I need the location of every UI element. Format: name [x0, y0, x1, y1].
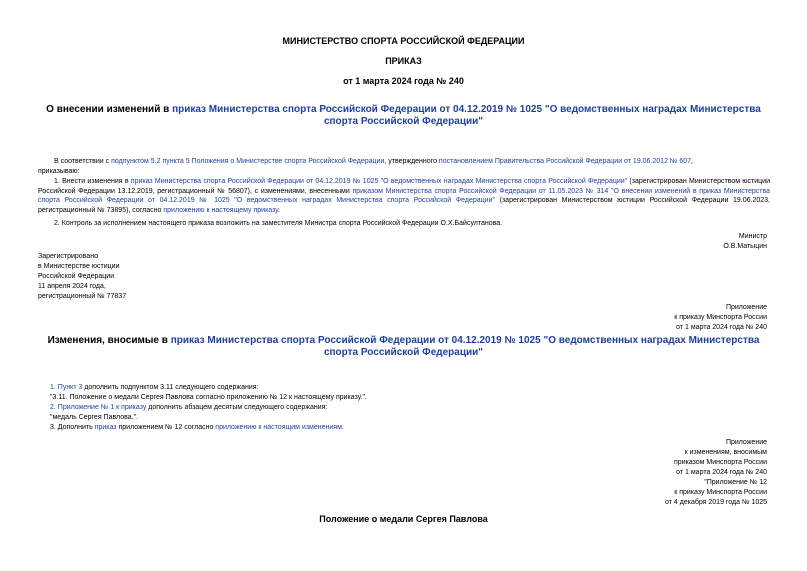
change-2-link[interactable]: 2. Приложение № 1 к приказу [50, 404, 147, 411]
change-2-text: дополнить абзацем десятым следующего содержания: [146, 404, 328, 411]
preamble-text-3: , [691, 158, 693, 165]
appendix-note-line: от 1 марта 2024 года № 240 [676, 324, 767, 331]
item-1-text-3: (зарегистрирован Министерством юстиции Российской Федерации 19.06.2023, регистрационный № 73895), согласно [38, 197, 770, 214]
changes-list [50, 383, 770, 433]
appendix-note [674, 303, 767, 333]
appendix-note-line: Приложение [725, 304, 767, 311]
registration-line: 11 апреля 2024 года, [38, 283, 106, 290]
change-3-text-2: приложением № 12 согласно [116, 424, 216, 431]
registration-line: в Министерстве юстиции [38, 263, 120, 270]
appendix-note-line: к приказу Минспорта России [674, 314, 767, 321]
registration-line: Российской Федерации [38, 273, 115, 280]
item-1-paragraph [38, 177, 770, 215]
order-title-prefix: О внесении изменений в [46, 104, 173, 115]
final-title: Положение о медали Сергея Павлова [319, 514, 488, 524]
change-item-2 [50, 403, 770, 413]
ministry-heading: МИНИСТЕРСТВО СПОРТА РОССИЙСКОЙ ФЕДЕРАЦИИ [282, 36, 525, 46]
appendix2-note-line: к приказу Минспорта России [674, 489, 767, 496]
preamble-link-1[interactable]: подпунктом 5.2 пункта 5 Положения о Министерстве спорта Российской Федерации [111, 158, 385, 165]
change-item-1 [50, 383, 770, 393]
changes-title [30, 335, 777, 359]
item-1-link-1[interactable]: приказ Министерства спорта Российской Федерации от 04.12.2019 № 1025 "О ведомственных наградах Министерства спорта Российской Федерации" [130, 178, 628, 185]
appendix2-note-line: к изменениям, вносимым [684, 449, 767, 456]
changes-title-link[interactable]: приказ Министерства спорта Российской Федерации от 04.12.2019 № 1025 "О ведомственных наградах Министерства спорта Российской Федерации" [170, 335, 760, 358]
signature-block [723, 232, 767, 252]
preamble-link-2[interactable]: постановлением Правительства Российской Федерации от 19.06.2012 № 607 [438, 158, 692, 165]
item-1-link-3[interactable]: приложению к настоящему приказу [163, 206, 279, 214]
preamble-order-word: приказываю: [38, 168, 80, 175]
registration-block [38, 252, 126, 302]
change-3-text-1: 3. Дополнить [50, 424, 95, 431]
appendix2-note-line: от 4 декабря 2019 года № 1025 [665, 499, 767, 506]
change-3-text-3: . [341, 424, 344, 431]
change-1-text: дополнить подпунктом 3.11 следующего содержания: [82, 384, 259, 391]
change-item-3 [50, 423, 770, 433]
item-1-link-2[interactable]: приказом Министерства спорта Российской Федерации от 11.05.2023 № 314 "О внесении изменений в приказ Министерства спорта Российской Федерации от 04.12.2019 № 1025 "О ведомственных наградах Министерства спорта Российской Федерации" [38, 187, 771, 204]
change-1-link[interactable]: 1. Пункт 3 [50, 384, 83, 391]
date-number-heading: от 1 марта 2024 года № 240 [343, 76, 464, 86]
change-item-1-quote: "3.11. Положение о медали Сергея Павлова согласно приложению № 12 к настоящему приказу.". [50, 394, 367, 401]
order-title [30, 104, 777, 128]
change-3-link-2[interactable]: приложению к настоящим изменениям [215, 424, 342, 431]
appendix2-note-line: приказом Минспорта России [674, 459, 767, 466]
appendix2-note-line: Приложение [725, 439, 767, 446]
preamble-paragraph [38, 157, 770, 167]
registration-line: регистрационный № 77837 [38, 293, 127, 300]
doc-type-heading: ПРИКАЗ [385, 56, 422, 66]
item-1-text-2: (зарегистрирован Министерством юстиции Российской Федерации 13.12.2019, регистрационный № 56807), с изменениями, внесенными [38, 178, 770, 195]
item-2-paragraph: 2. Контроль за исполнением настоящего приказа возложить на заместителя Министра спорта Российской Федерации О.Х.Байсултанова. [54, 220, 503, 227]
change-item-2-quote: "медаль Сергея Павлова.". [50, 414, 139, 421]
item-1-text-1: 1. Внести изменения в [54, 178, 131, 185]
signature-position: Министр [738, 233, 767, 240]
signature-name: О.В.Матыцин [723, 243, 767, 250]
preamble-text-2: , утвержденного [384, 158, 439, 165]
appendix2-note-line: "Приложение № 12 [704, 479, 767, 486]
preamble-text-1: В соответствии с [54, 158, 112, 165]
order-title-link[interactable]: приказ Министерства спорта Российской Федерации от 04.12.2019 № 1025 "О ведомственных наградах Министерства спорта Российской Федерации" [172, 104, 761, 127]
item-1-text-4: . [278, 206, 280, 214]
appendix2-note-line: от 1 марта 2024 года № 240 [676, 469, 767, 476]
registration-line: Зарегистрировано [38, 253, 98, 260]
change-3-link-1[interactable]: приказ [94, 424, 117, 431]
changes-title-prefix: Изменения, вносимые в [47, 335, 171, 346]
appendix2-note [665, 438, 767, 508]
